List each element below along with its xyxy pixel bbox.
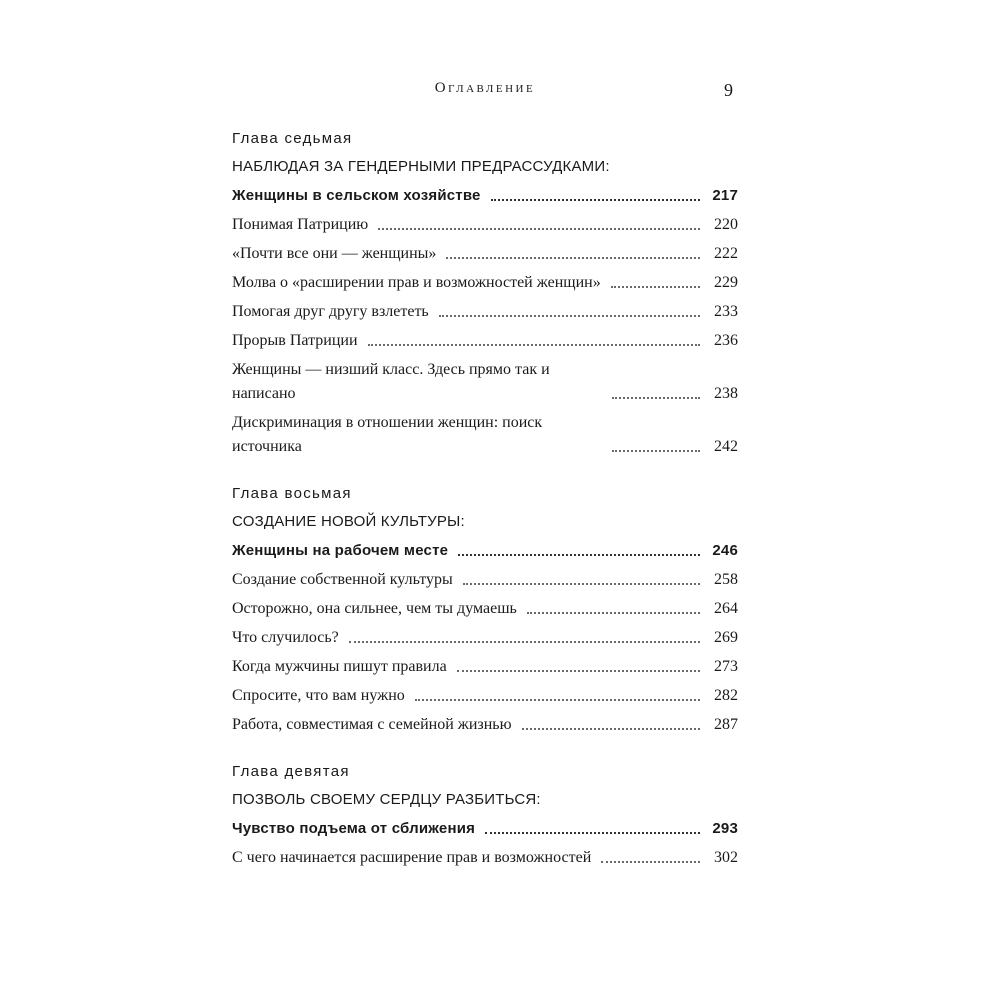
toc-entry-page: 229 xyxy=(714,274,738,291)
dot-leader xyxy=(457,669,700,672)
toc-entry-text: Понимая Патрицию xyxy=(232,216,369,233)
toc-entry-text: Женщины на рабочем месте xyxy=(232,542,449,559)
toc-entry-text: С чего начинается расширение прав и возможностей xyxy=(232,849,592,866)
toc-entry-page: 233 xyxy=(714,303,738,320)
toc-entry[interactable] xyxy=(232,655,738,679)
chapter-title: СОЗДАНИЕ НОВОЙ КУЛЬТУРЫ: xyxy=(232,513,465,530)
dot-leader xyxy=(485,831,700,834)
toc-entry-text: Создание собственной культуры xyxy=(232,571,453,588)
dot-leader xyxy=(612,449,700,452)
toc-entry-text: Осторожно, она сильнее, чем ты думаешь xyxy=(232,600,517,617)
dot-leader xyxy=(612,396,700,399)
toc-entry-page: 282 xyxy=(714,687,738,704)
toc-entry[interactable] xyxy=(232,568,738,592)
toc-entry-text: Женщины — низший класс. Здесь прямо так и написано xyxy=(232,361,550,402)
toc-entry-text: Работа, совместимая с семейной жизнью xyxy=(232,716,512,733)
dot-leader xyxy=(446,256,700,259)
dot-leader xyxy=(378,227,700,230)
toc-entry[interactable] xyxy=(232,329,738,353)
toc-entry[interactable] xyxy=(232,411,738,459)
toc-entry-text: Дискриминация в отношении женщин: поиск источника xyxy=(232,414,543,455)
toc-entry[interactable] xyxy=(232,213,738,237)
toc-entry-page: 302 xyxy=(714,849,738,866)
toc-entry-text: «Почти все они — женщины» xyxy=(232,245,437,262)
toc-entry-text: Прорыв Патриции xyxy=(232,332,358,349)
chapter-seven xyxy=(232,128,738,459)
dot-leader xyxy=(491,198,700,201)
toc-entry[interactable] xyxy=(232,242,738,266)
toc-entry-page: 269 xyxy=(714,629,738,646)
dot-leader xyxy=(601,860,700,863)
toc-entry[interactable] xyxy=(232,358,738,406)
toc-entry[interactable] xyxy=(232,597,738,621)
dot-leader xyxy=(368,343,700,346)
chapter-label: Глава девятая xyxy=(232,763,350,780)
toc-entry[interactable] xyxy=(232,271,738,295)
toc-entry[interactable] xyxy=(232,300,738,324)
dot-leader xyxy=(463,582,700,585)
toc-entry-page: 236 xyxy=(714,332,738,349)
toc-entry-text: Спросите, что вам нужно xyxy=(232,687,405,704)
page-number: 9 xyxy=(724,80,733,100)
toc-entry[interactable] xyxy=(232,846,738,870)
dot-leader xyxy=(522,727,700,730)
toc-entry[interactable] xyxy=(232,713,738,737)
chapter-eight xyxy=(232,483,738,737)
dot-leader xyxy=(527,611,700,614)
toc-entry-page: 217 xyxy=(712,187,738,204)
toc-entry-page: 273 xyxy=(714,658,738,675)
chapter-label: Глава седьмая xyxy=(232,130,353,147)
toc-entry-page: 258 xyxy=(714,571,738,588)
toc-entry-page: 287 xyxy=(714,716,738,733)
chapter-title: ПОЗВОЛЬ СВОЕМУ СЕРДЦУ РАЗБИТЬСЯ: xyxy=(232,791,541,808)
toc-entry-page: 242 xyxy=(714,438,738,455)
toc-entry-page: 264 xyxy=(714,600,738,617)
toc-entry-lead[interactable] xyxy=(232,184,738,208)
toc-entry-text: Молва о «расширении прав и возможностей женщин» xyxy=(232,274,601,291)
dot-leader xyxy=(349,640,700,643)
toc-entry[interactable] xyxy=(232,626,738,650)
dot-leader xyxy=(458,553,700,556)
toc-entry-text: Что случилось? xyxy=(232,629,339,646)
table-of-contents xyxy=(232,128,738,894)
toc-entry-page: 246 xyxy=(712,542,738,559)
chapter-nine xyxy=(232,761,738,870)
toc-entry[interactable] xyxy=(232,684,738,708)
dot-leader xyxy=(439,314,700,317)
running-head xyxy=(0,80,1000,102)
running-title: Оглавление xyxy=(434,80,536,96)
dot-leader xyxy=(415,698,700,701)
toc-entry-page: 238 xyxy=(714,385,738,402)
toc-entry-text: Помогая друг другу взлететь xyxy=(232,303,429,320)
toc-entry-text: Женщины в сельском хозяйстве xyxy=(232,187,481,204)
toc-entry-lead[interactable] xyxy=(232,817,738,841)
toc-entry-lead[interactable] xyxy=(232,539,738,563)
chapter-title: НАБЛЮДАЯ ЗА ГЕНДЕРНЫМИ ПРЕДРАССУДКАМИ: xyxy=(232,158,610,175)
toc-entry-text: Когда мужчины пишут правила xyxy=(232,658,447,675)
toc-entry-page: 220 xyxy=(714,216,738,233)
toc-entry-text: Чувство подъема от сближения xyxy=(232,820,476,837)
toc-entry-page: 222 xyxy=(714,245,738,262)
dot-leader xyxy=(611,285,700,288)
toc-entry-page: 293 xyxy=(712,820,738,837)
chapter-label: Глава восьмая xyxy=(232,485,352,502)
